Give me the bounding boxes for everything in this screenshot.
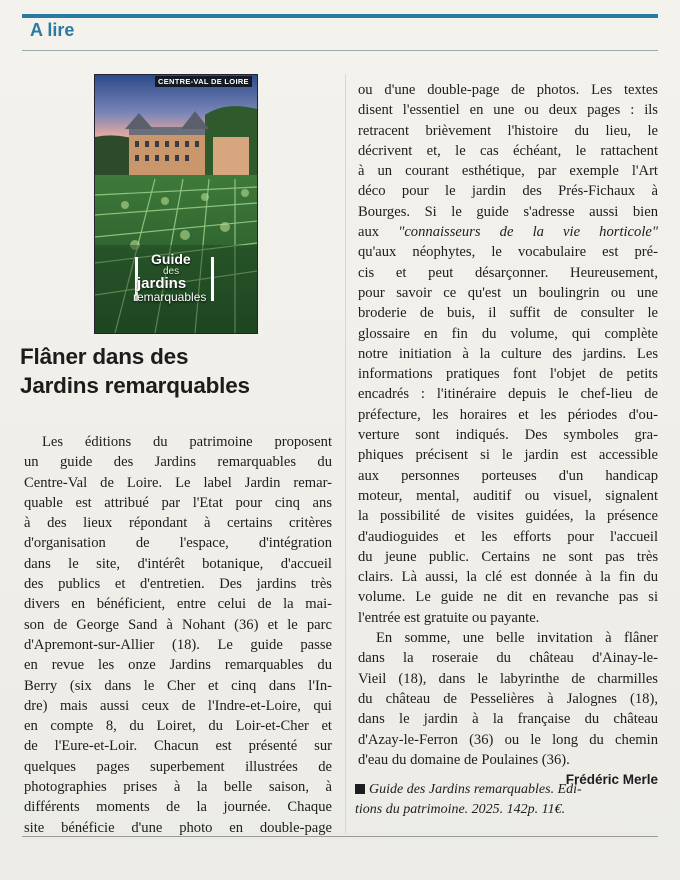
headline-line: Jardins remarquables	[20, 373, 250, 398]
text-line: d'Apremont-sur-Allier (18). Le guide passe	[24, 636, 332, 653]
text-line: son de George Sand à Nohant (36) et le parc	[24, 616, 332, 633]
text-line: Bourges. Si le guide s'adresse aussi bien	[358, 203, 658, 220]
text-line: d'audioguides et les efforts pour l'accueil	[358, 528, 658, 545]
section-divider	[22, 50, 658, 51]
text-line: phiques précisent si le jardin est accessible	[358, 447, 658, 464]
text-line: un guide des Jardins remarquables du	[24, 454, 332, 471]
text-line: l'entrée est gratuite ou payante.	[358, 609, 540, 626]
author-byline: Frédéric Merle	[565, 772, 658, 788]
article-headline	[20, 342, 340, 400]
text-line: verture sont indiqués. Des symboles gra-	[358, 427, 658, 444]
text-line: à un courant esthétique, par exemple l'Art	[358, 163, 658, 180]
text-line: qu'aux néophytes, le vocabulaire est pré-	[358, 244, 658, 261]
text-line: informations pratiques font l'objet de petits	[358, 366, 658, 383]
square-bullet-icon	[355, 784, 365, 794]
text-line: site bénéficie d'une photo en double-page	[24, 819, 332, 836]
text-line: dans le jardin à la française du château	[358, 711, 658, 728]
text-line: la possibilité de visites guidées, la présence	[358, 508, 658, 525]
text-line: divers en bénéficient, entre celui de la mai-	[24, 596, 332, 613]
text-line: notre initiation à la culture des jardins. Les	[358, 345, 658, 362]
text-line: En somme, une belle invitation à flâner	[376, 630, 658, 647]
page-bottom-rule	[22, 836, 658, 837]
text-line: dans le site, d'intérêt botanique, d'accueil	[24, 555, 332, 572]
text-line: du jeune public. Certains ne sont pas très	[358, 548, 658, 565]
text-line: de l'Eure-et-Loir. Chacun est présenté sur	[24, 738, 332, 755]
column-divider	[345, 74, 346, 834]
section-top-rule	[22, 14, 658, 18]
text-line: des publics et d'entretien. Des jardins très	[24, 576, 332, 593]
text-line: en revue les onze Jardins remarquables du	[24, 657, 332, 674]
text-line: encadrés : l'itinéraire depuis le chef-lieu de	[358, 386, 658, 403]
book-reference-note	[355, 780, 655, 820]
text-line: quable est attribué par l'Etat pour cinq ans	[24, 494, 332, 511]
note-text: Guide des Jardins remarquables. Edi-	[369, 782, 582, 797]
text-line: dre) mais aussi ceux de l'Indre-et-Loire, qui	[24, 697, 332, 714]
text-line: clairs. Là aussi, la clé est donnée à la fin du	[358, 569, 658, 586]
book-cover-image	[94, 74, 258, 334]
cover-region-label: CENTRE-VAL DE LOIRE	[155, 76, 252, 87]
text-line: d'eau du domaine de Poulaines (36).	[358, 751, 570, 768]
cover-title	[133, 251, 253, 303]
text-line: moteur, mental, auditif ou visuel, signalent	[358, 487, 658, 504]
note-line: tions du patrimoine. 2025. 142p. 11€.	[355, 802, 566, 817]
text-line: d'Azay-le-Ferron (36) ou le long du chemin	[358, 731, 658, 748]
quote-text: "connaisseurs de la vie horticole"	[398, 224, 658, 241]
quote-prefix: aux	[358, 224, 399, 241]
text-line: du château de Pesselières à Jalognes (18),	[358, 690, 658, 707]
section-title: A lire	[30, 20, 75, 40]
text-line: en compte 8, du Loiret, du Loir-et-Cher et	[24, 718, 332, 735]
text-line: préfecture, les horaires et les périodes d'ou-	[358, 406, 658, 423]
text-line: ou d'une double-page de photos. Les textes	[358, 82, 658, 98]
text-line: Vieil (18), dans le labyrinthe de charmilles	[358, 670, 658, 687]
text-line: retracent brièvement l'histoire du lieu, le	[358, 122, 658, 139]
note-line	[355, 780, 655, 800]
text-line-quote	[358, 222, 658, 242]
text-line: quelques pages superbement illustrées de	[24, 758, 332, 775]
text-line: différents moments de la journée. Chaque	[24, 799, 332, 816]
text-line: Centre-Val de Loire. Le label Jardin remar-	[24, 474, 332, 491]
article-column-left	[24, 432, 332, 838]
cover-title-line: remarquables	[133, 290, 207, 304]
text-line: décrivent et, le cas échéant, le rattachent	[358, 142, 658, 159]
cover-title-line: des	[163, 266, 180, 277]
text-line: pour savoir ce qu'est un boulingrin ou une	[358, 284, 658, 301]
text-line: broderie de buis, il suffit de consulter le	[358, 305, 658, 322]
cover-title-line: Guide	[151, 251, 191, 267]
text-line: disent l'essentiel en une ou deux pages : ils	[358, 102, 658, 119]
headline-line: Flâner dans des	[20, 344, 189, 369]
text-line: dans la roseraie du château d'Ainay-le-	[358, 650, 658, 667]
article-column-right	[358, 80, 658, 790]
text-line: photographies prises à la belle saison, à	[24, 779, 332, 796]
text-line: aux personnes porteuses d'un handicap	[358, 467, 658, 484]
cover-title-line: jardins	[137, 275, 187, 292]
text-line: glossaire en fin du volume, qui complète	[358, 325, 658, 342]
text-line: à des lieux répondant à certains critères	[24, 515, 332, 532]
text-line: déco pour le jardin des Prés-Fichaux à	[358, 183, 658, 200]
text-line: Les éditions du patrimoine proposent	[42, 434, 332, 450]
text-line: volume. Le guide ne dit en revanche pas si	[358, 589, 658, 606]
text-line: cis et peut désarçonner. Heureusement,	[358, 264, 658, 281]
text-line: Berry (six dans le Cher et cinq dans l'In-	[24, 677, 332, 694]
text-line: d'organisation de l'espace, d'intégration	[24, 535, 332, 552]
